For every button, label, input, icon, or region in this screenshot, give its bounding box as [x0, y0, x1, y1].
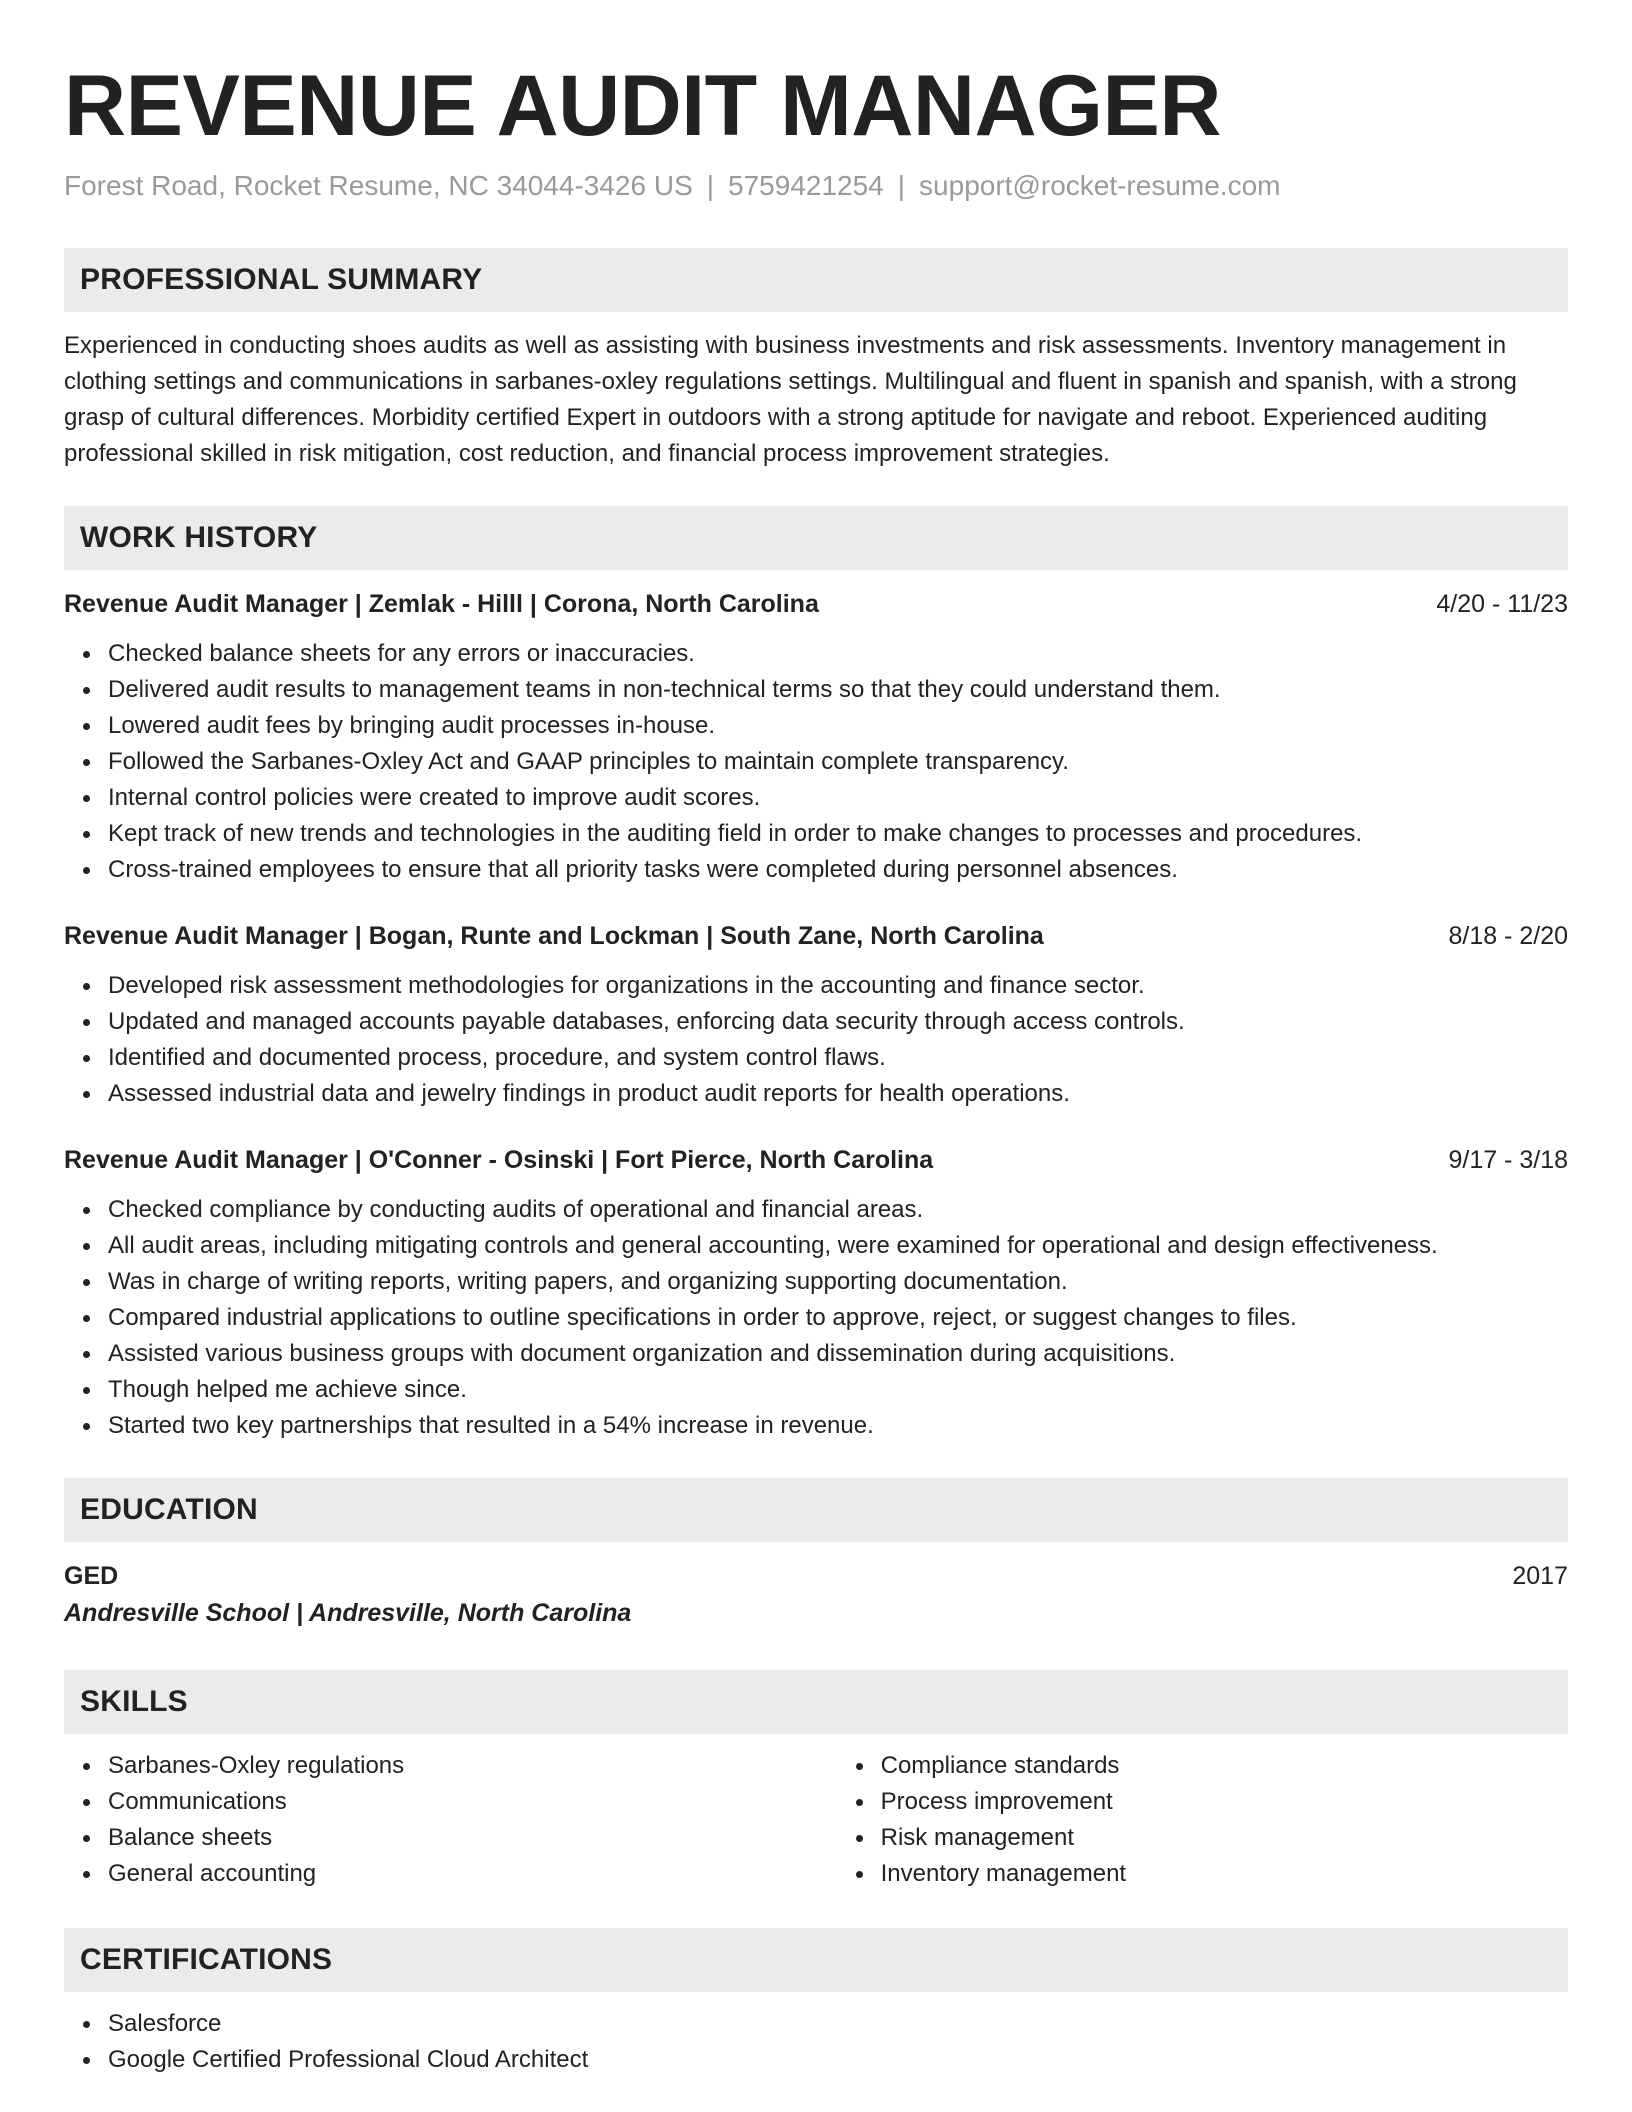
job-bullet: Kept track of new trends and technologies in the auditing field in order to make changes to processes and procedures. — [108, 816, 1568, 852]
skill-item: Sarbanes-Oxley regulations — [108, 1748, 837, 1784]
job-bullets — [64, 1192, 1568, 1444]
job-header — [64, 1142, 1568, 1178]
contact-address: Forest Road, Rocket Resume, NC 34044-3426 US — [64, 170, 693, 201]
certification-item: Google Certified Professional Cloud Architect — [108, 2042, 1568, 2078]
skill-item: Risk management — [881, 1820, 1568, 1856]
skill-item: General accounting — [108, 1856, 837, 1892]
education-header — [64, 1558, 1568, 1594]
contact-separator: | — [897, 170, 906, 201]
job-bullet: Assessed industrial data and jewelry findings in product audit reports for health operations. — [108, 1076, 1568, 1112]
job-title: Revenue Audit Manager | Bogan, Runte and Lockman | South Zane, North Carolina — [64, 922, 1044, 950]
job-header — [64, 918, 1568, 954]
job-bullet: Was in charge of writing reports, writing papers, and organizing supporting documentation. — [108, 1264, 1568, 1300]
job-title: Revenue Audit Manager | Zemlak - Hilll | Corona, North Carolina — [64, 590, 819, 618]
work-history-section — [64, 506, 1568, 1444]
skill-item: Compliance standards — [881, 1748, 1568, 1784]
job-bullets — [64, 636, 1568, 888]
contact-email: support@rocket-resume.com — [919, 170, 1281, 201]
resume-name-title: REVENUE AUDIT MANAGER — [64, 58, 1221, 154]
education-entry — [64, 1558, 1568, 1632]
skill-item: Inventory management — [881, 1856, 1568, 1892]
education-heading: EDUCATION — [64, 1478, 1568, 1542]
summary-section — [64, 248, 1568, 472]
job-dates: 4/20 - 11/23 — [1436, 590, 1568, 618]
certifications-list — [64, 2006, 1568, 2078]
job-title: Revenue Audit Manager | O'Conner - Osinski | Fort Pierce, North Carolina — [64, 1146, 934, 1174]
skills-heading: SKILLS — [64, 1670, 1568, 1734]
education-degree: GED — [64, 1562, 119, 1590]
contact-line — [64, 166, 1568, 206]
job-bullet: Developed risk assessment methodologies for organizations in the accounting and finance sector. — [108, 968, 1568, 1004]
job-bullet: Assisted various business groups with document organization and dissemination during acquisitions. — [108, 1336, 1568, 1372]
job-bullet: Though helped me achieve since. — [108, 1372, 1568, 1408]
skills-columns — [64, 1748, 1568, 1892]
education-school: Andresville School | Andresville, North Carolina — [64, 1599, 632, 1627]
job-bullet: Lowered audit fees by bringing audit processes in-house. — [108, 708, 1568, 744]
contact-phone: 5759421254 — [728, 170, 884, 201]
skills-section — [64, 1670, 1568, 1892]
job-entry — [64, 918, 1568, 1112]
job-bullet: Updated and managed accounts payable databases, enforcing data security through access controls. — [108, 1004, 1568, 1040]
job-bullet: All audit areas, including mitigating controls and general accounting, were examined for operational and design effectiveness. — [108, 1228, 1568, 1264]
skills-left-column — [64, 1748, 837, 1892]
skill-item: Communications — [108, 1784, 837, 1820]
education-section — [64, 1478, 1568, 1632]
job-bullet: Checked balance sheets for any errors or inaccuracies. — [108, 636, 1568, 672]
certifications-heading: CERTIFICATIONS — [64, 1928, 1568, 1992]
job-bullets — [64, 968, 1568, 1112]
skill-item: Process improvement — [881, 1784, 1568, 1820]
contact-separator: | — [706, 170, 715, 201]
job-entry — [64, 1142, 1568, 1444]
job-bullet: Delivered audit results to management teams in non-technical terms so that they could understand them. — [108, 672, 1568, 708]
education-year: 2017 — [1512, 1562, 1568, 1590]
job-bullet: Followed the Sarbanes-Oxley Act and GAAP principles to maintain complete transparency. — [108, 744, 1568, 780]
job-bullet: Started two key partnerships that resulted in a 54% increase in revenue. — [108, 1408, 1568, 1444]
certifications-section — [64, 1928, 1568, 2078]
job-bullet: Internal control policies were created to improve audit scores. — [108, 780, 1568, 816]
job-dates: 9/17 - 3/18 — [1448, 1146, 1568, 1174]
skills-right-column — [837, 1748, 1568, 1892]
job-bullet: Cross-trained employees to ensure that all priority tasks were completed during personnel absences. — [108, 852, 1568, 888]
summary-heading: PROFESSIONAL SUMMARY — [64, 248, 1568, 312]
job-bullet: Compared industrial applications to outline specifications in order to approve, reject, or suggest changes to files. — [108, 1300, 1568, 1336]
job-entry — [64, 586, 1568, 888]
skill-item: Balance sheets — [108, 1820, 837, 1856]
work-history-heading: WORK HISTORY — [64, 506, 1568, 570]
job-bullet: Identified and documented process, procedure, and system control flaws. — [108, 1040, 1568, 1076]
certification-item: Salesforce — [108, 2006, 1568, 2042]
summary-text: Experienced in conducting shoes audits as well as assisting with business investments and risk assessments. Inventory management in clothing settings and communications in sarbanes-oxley regulations settings. Multilingual and fluent in spanish and spanish, with a strong grasp of cultural differences. Morbidity certified Expert in outdoors with a strong aptitude for navigate and reboot. Experienced auditing professional skilled in risk mitigation, cost reduction, and financial process improvement strategies. — [64, 332, 1517, 467]
job-bullet: Checked compliance by conducting audits of operational and financial areas. — [108, 1192, 1568, 1228]
job-header — [64, 586, 1568, 622]
job-dates: 8/18 - 2/20 — [1448, 922, 1568, 950]
